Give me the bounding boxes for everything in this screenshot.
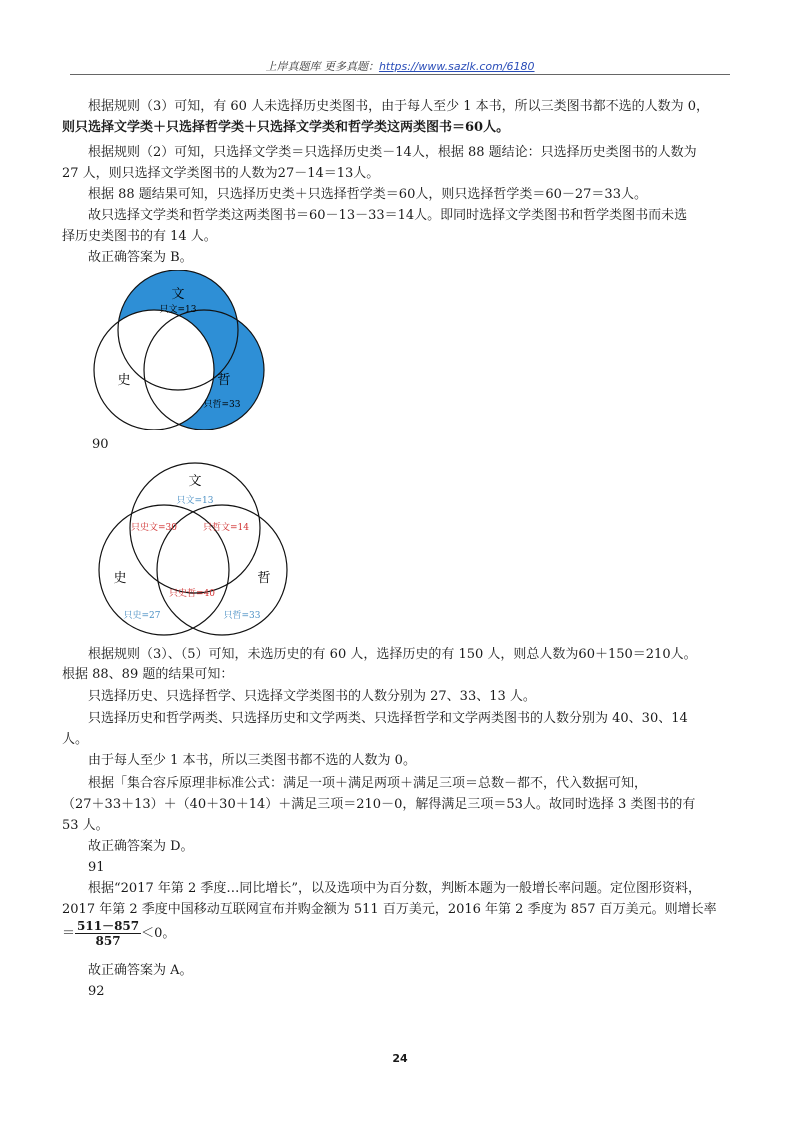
answer-line: 故正确答案为 A。: [88, 963, 193, 978]
text-line: 择历史类图书的有 14 人。: [62, 229, 217, 244]
formula-numerator: 511－857: [77, 919, 140, 933]
text-line: 根据 88 题结果可知，只选择历史类＋只选择哲学类＝60人，则只选择哲学类＝60－27＝33人。: [88, 187, 647, 202]
venn2-label-wen: 文: [188, 474, 202, 489]
text-line: 2017 年第 2 季度中国移动互联网宣布并购金额为 511 百万美元，2016 年第 2 季度为 857 百万美元。则增长率: [62, 902, 717, 917]
header-divider: [70, 74, 730, 75]
page-header: [0, 58, 800, 74]
header-title: 上岸真题库 更多真题：: [265, 60, 379, 73]
text-line: 故只选择文学类和哲学类这两类图书＝60－13－33＝14人。即同时选择文学类图书和哲学类图书而未选: [88, 208, 688, 223]
text-line: 则只选择文学类＋只选择哲学类＋只选择文学类和哲学类这两类图书＝60人。: [62, 120, 510, 135]
venn2-label-zhe: 哲: [257, 571, 271, 586]
question-number: 92: [88, 984, 105, 999]
venn1-only-zhe: 只哲=33: [203, 400, 241, 410]
venn1-label-wen: 文: [171, 287, 185, 302]
text-line: （27＋33＋13）＋（40＋30＋14）＋满足三项＝210－0，解得满足三项＝53人。故同时选择 3 类图书的有: [62, 797, 696, 812]
venn2-label-shi: 史: [113, 571, 127, 586]
text-line: 根据「集合容斥原理非标准公式：满足一项＋满足两项＋满足三项＝总数－都不，代入数据可知，: [88, 776, 648, 791]
answer-line: 故正确答案为 B。: [88, 250, 193, 265]
venn1-label-shi: 史: [117, 373, 131, 388]
header-link[interactable]: https://www.sazlk.com/6180: [378, 60, 535, 73]
venn-diagram-2: [92, 460, 302, 640]
page-number: 24: [392, 1052, 408, 1065]
text-line: 27 人，则只选择文学类图书的人数为27－14＝13人。: [62, 166, 380, 181]
formula-suffix: ＜0。: [141, 926, 176, 941]
formula-denominator: 857: [95, 934, 121, 948]
venn1-region-zhe-only: [144, 310, 264, 430]
text-line: 根据 88、89 题的结果可知：: [62, 667, 234, 682]
venn2-only-shi: 只史=27: [123, 611, 161, 621]
text-line: 只选择历史、只选择哲学、只选择文学类图书的人数分别为 27、33、13 人。: [88, 689, 536, 704]
text-line: 由于每人至少 1 本书，所以三类图书都不选的人数为 0。: [88, 753, 416, 768]
question-number: 90: [92, 437, 109, 452]
venn2-zhe-wen: 只哲文=14: [203, 523, 249, 533]
venn2-shi-zhe: 只史哲=40: [169, 589, 215, 599]
venn2-only-zhe: 只哲=33: [223, 611, 261, 621]
formula-line: [62, 919, 175, 948]
venn2-only-wen: 只文=13: [176, 496, 214, 506]
text-line: 人。: [62, 732, 89, 747]
venn1-label-zhe: 哲: [217, 373, 231, 388]
text-line: 根据规则（3）可知，有 60 人未选择历史类图书，由于每人至少 1 本书，所以三类图书都不选的人数为 0，: [88, 99, 710, 114]
text-line: 根据规则（3）、（5）可知，未选历史的有 60 人，选择历史的有 150 人，则总人数为60＋150＝210人。: [88, 647, 697, 662]
venn-diagram-1: [92, 270, 272, 430]
question-number: 91: [88, 860, 105, 875]
text-line: 根据规则（2）可知，只选择文学类＝只选择历史类－14人，根据 88 题结论：只选择历史类图书的人数为: [88, 145, 697, 160]
venn1-only-wen: 只文=13: [159, 305, 197, 315]
answer-line: 故正确答案为 D。: [88, 839, 194, 854]
text-line: 根据“2017 年第 2 季度…同比增长”，以及选项中为百分数，判断本题为一般增长率问题。定位图形资料，: [88, 881, 702, 896]
formula-prefix: ＝: [62, 926, 76, 941]
venn2-shi-wen: 只史文=30: [131, 523, 177, 533]
text-line: 只选择历史和哲学两类、只选择历史和文学两类、只选择哲学和文学两类图书的人数分别为 40、30、14: [88, 711, 688, 726]
formula-fraction: [75, 919, 141, 948]
text-line: 53 人。: [62, 818, 109, 833]
